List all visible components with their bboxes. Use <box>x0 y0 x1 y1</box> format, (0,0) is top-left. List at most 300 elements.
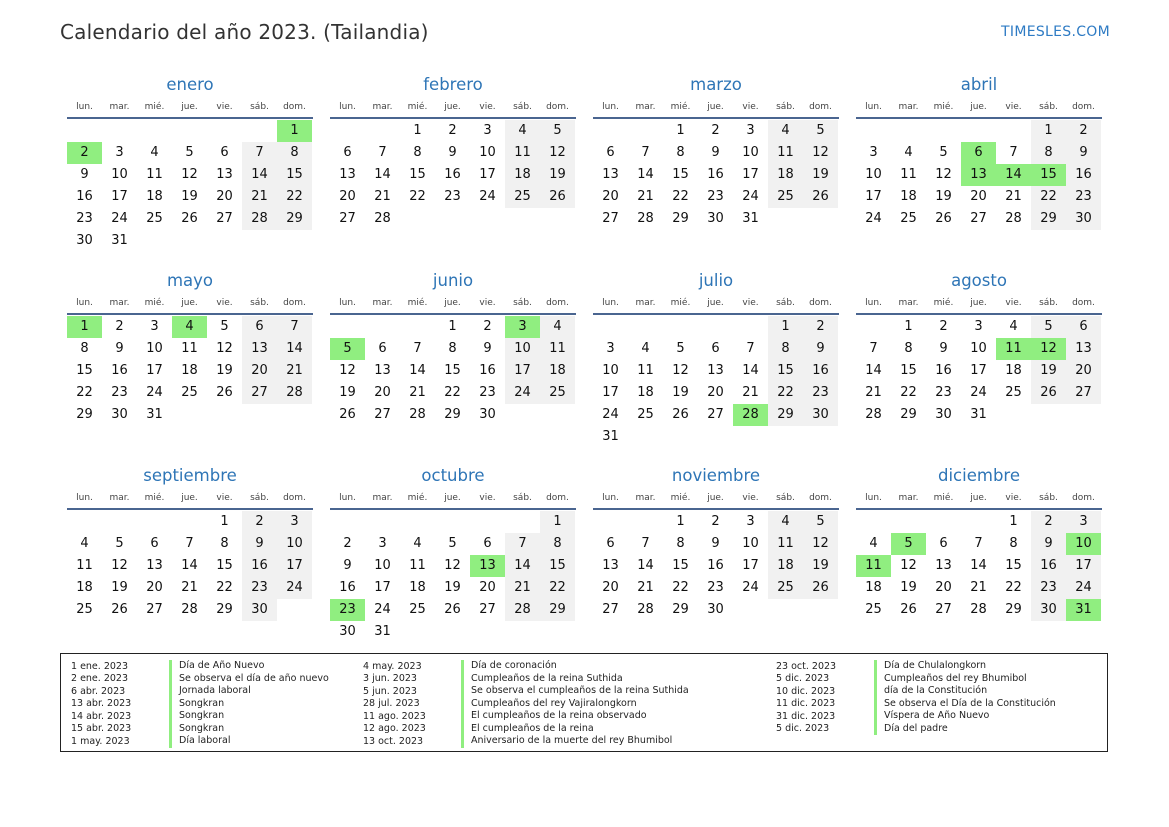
day-cell: 3 <box>869 145 878 160</box>
legend-column <box>776 660 1056 735</box>
legend-column <box>71 660 329 748</box>
weekday-label: mar. <box>898 298 919 308</box>
weekday-label: jue. <box>444 493 461 503</box>
day-cell: 21 <box>505 577 540 599</box>
month-name: diciembre <box>938 466 1020 485</box>
weekday-label: mié. <box>933 493 954 503</box>
legend-row <box>776 660 1056 673</box>
empty-cell <box>172 230 207 252</box>
empty-cell <box>277 404 312 426</box>
day-grid <box>593 316 839 448</box>
weekday-label: sáb. <box>776 493 795 503</box>
weekday-label: jue. <box>181 102 198 112</box>
day-cell: 10 <box>742 536 759 551</box>
day-cell: 22 <box>216 580 233 595</box>
day-cell: 13 <box>470 555 505 577</box>
day-grid <box>856 316 1102 426</box>
day-cell: 28 <box>637 602 654 617</box>
empty-cell <box>207 230 242 252</box>
day-cell: 12 <box>444 558 461 573</box>
day-cell: 6 <box>150 536 159 551</box>
day-cell: 29 <box>1031 208 1066 230</box>
empty-cell <box>1066 404 1101 426</box>
day-cell: 25 <box>900 211 917 226</box>
month-octubre <box>330 464 576 643</box>
day-cell: 23 <box>479 385 496 400</box>
day-cell: 21 <box>970 580 987 595</box>
empty-cell <box>540 208 575 230</box>
day-cell: 26 <box>803 577 838 599</box>
month-febrero <box>330 73 576 230</box>
weekday-label: vie. <box>1005 298 1022 308</box>
day-cell: 18 <box>768 164 803 186</box>
legend-holiday-name: día de la Constitución <box>874 685 987 698</box>
day-cell: 9 <box>1031 533 1066 555</box>
day-cell: 6 <box>242 316 277 338</box>
empty-cell <box>277 599 312 621</box>
day-cell: 27 <box>707 407 724 422</box>
day-cell: 14 <box>970 558 987 573</box>
day-grid <box>330 120 576 230</box>
legend-row <box>71 660 329 673</box>
day-cell: 11 <box>996 338 1031 360</box>
weekday-label: dom. <box>809 493 832 503</box>
day-cell: 13 <box>602 558 619 573</box>
day-grid <box>593 120 839 230</box>
legend-holiday-name: Se observa el día de año nuevo <box>169 673 329 686</box>
day-cell: 15 <box>76 363 93 378</box>
month-enero <box>67 73 313 252</box>
empty-cell <box>330 316 365 338</box>
weekday-label: lun. <box>602 102 619 112</box>
weekday-label: dom. <box>283 493 306 503</box>
empty-cell <box>470 511 505 533</box>
day-cell: 8 <box>220 536 229 551</box>
legend-holiday-name: El cumpleaños de la reina <box>461 723 594 736</box>
weekday-header <box>593 97 839 119</box>
legend-holiday-name: Día de Chulalongkorn <box>874 660 986 673</box>
weekday-label: mar. <box>109 298 130 308</box>
day-cell: 1 <box>540 511 575 533</box>
day-cell: 25 <box>146 211 163 226</box>
day-cell: 4 <box>80 536 89 551</box>
day-cell: 17 <box>742 167 759 182</box>
day-cell: 9 <box>803 338 838 360</box>
day-cell: 20 <box>1066 360 1101 382</box>
day-cell: 21 <box>181 580 198 595</box>
day-cell: 20 <box>479 580 496 595</box>
empty-cell <box>996 404 1031 426</box>
day-cell: 18 <box>768 555 803 577</box>
day-cell: 12 <box>540 142 575 164</box>
empty-cell <box>540 404 575 426</box>
legend-row <box>776 710 1056 723</box>
legend-date: 11 dic. 2023 <box>776 698 836 710</box>
day-cell: 15 <box>540 555 575 577</box>
day-cell: 30 <box>76 233 93 248</box>
day-grid <box>330 316 576 426</box>
day-cell: 18 <box>181 363 198 378</box>
weekday-label: mié. <box>933 298 954 308</box>
day-cell: 19 <box>444 580 461 595</box>
day-cell: 19 <box>181 189 198 204</box>
day-cell: 21 <box>374 189 391 204</box>
day-cell: 7 <box>185 536 194 551</box>
day-grid <box>856 511 1102 621</box>
day-cell: 12 <box>672 363 689 378</box>
brand-link[interactable]: TIMESLES.COM <box>1001 24 1110 40</box>
empty-cell <box>768 208 803 230</box>
day-cell: 6 <box>711 341 720 356</box>
empty-cell <box>242 120 277 142</box>
day-cell: 25 <box>637 407 654 422</box>
day-cell: 17 <box>146 363 163 378</box>
day-cell: 12 <box>111 558 128 573</box>
weekday-label: mié. <box>407 298 428 308</box>
weekday-header <box>856 488 1102 510</box>
day-cell: 11 <box>856 555 891 577</box>
weekday-label: mar. <box>372 493 393 503</box>
day-cell: 10 <box>479 145 496 160</box>
weekday-label: jue. <box>970 298 987 308</box>
day-cell: 22 <box>277 186 312 208</box>
day-cell: 23 <box>330 599 365 621</box>
day-cell: 19 <box>540 164 575 186</box>
day-cell: 4 <box>413 536 422 551</box>
day-cell: 25 <box>865 602 882 617</box>
empty-cell <box>242 230 277 252</box>
day-cell: 9 <box>242 533 277 555</box>
empty-cell <box>102 120 137 142</box>
empty-cell <box>628 511 663 533</box>
weekday-label: sáb. <box>1039 102 1058 112</box>
day-cell: 27 <box>339 211 356 226</box>
day-cell: 15 <box>1031 164 1066 186</box>
day-cell: 17 <box>742 558 759 573</box>
day-cell: 1 <box>448 319 457 334</box>
day-cell: 8 <box>448 341 457 356</box>
empty-cell <box>803 426 838 448</box>
day-cell: 4 <box>768 511 803 533</box>
empty-cell <box>698 316 733 338</box>
day-cell: 4 <box>904 145 913 160</box>
day-cell: 24 <box>505 382 540 404</box>
day-cell: 3 <box>378 536 387 551</box>
empty-cell <box>137 120 172 142</box>
empty-cell <box>663 316 698 338</box>
day-cell: 13 <box>961 164 996 186</box>
day-cell: 1 <box>277 120 312 142</box>
month-name: julio <box>698 271 734 290</box>
day-cell: 20 <box>374 385 391 400</box>
empty-cell <box>207 404 242 426</box>
weekday-label: mié. <box>407 102 428 112</box>
legend-holiday-name: Aniversario de la muerte del rey Bhumibol <box>461 735 672 748</box>
day-cell: 1 <box>1031 120 1066 142</box>
legend-date: 5 dic. 2023 <box>776 673 830 685</box>
empty-cell <box>470 621 505 643</box>
day-cell: 28 <box>181 602 198 617</box>
day-cell: 27 <box>602 602 619 617</box>
empty-cell <box>365 511 400 533</box>
day-cell: 31 <box>374 624 391 639</box>
weekday-label: sáb. <box>250 298 269 308</box>
empty-cell <box>926 511 961 533</box>
empty-cell <box>435 621 470 643</box>
day-cell: 2 <box>115 319 124 334</box>
weekday-label: mié. <box>933 102 954 112</box>
weekday-label: dom. <box>1072 493 1095 503</box>
day-cell: 21 <box>865 385 882 400</box>
day-cell: 6 <box>220 145 229 160</box>
weekday-label: sáb. <box>776 102 795 112</box>
legend-row <box>363 710 689 723</box>
day-cell: 7 <box>869 341 878 356</box>
day-cell: 1 <box>768 316 803 338</box>
legend-row <box>71 723 329 736</box>
legend-date: 13 abr. 2023 <box>71 698 132 710</box>
day-cell: 22 <box>900 385 917 400</box>
day-cell: 3 <box>746 514 755 529</box>
day-cell: 14 <box>181 558 198 573</box>
weekday-header <box>593 488 839 510</box>
day-cell: 25 <box>1005 385 1022 400</box>
legend-date: 10 dic. 2023 <box>776 685 836 697</box>
day-cell: 12 <box>803 533 838 555</box>
weekday-label: lun. <box>865 298 882 308</box>
day-grid <box>593 511 839 621</box>
month-marzo <box>593 73 839 230</box>
day-cell: 14 <box>637 558 654 573</box>
legend-date: 1 may. 2023 <box>71 735 130 747</box>
day-cell: 29 <box>1005 602 1022 617</box>
weekday-label: dom. <box>283 102 306 112</box>
day-cell: 12 <box>803 142 838 164</box>
day-cell: 10 <box>374 558 391 573</box>
month-abril <box>856 73 1102 230</box>
empty-cell <box>733 316 768 338</box>
weekday-label: lun. <box>865 102 882 112</box>
day-cell: 12 <box>900 558 917 573</box>
empty-cell <box>505 511 540 533</box>
day-cell: 20 <box>216 189 233 204</box>
legend-holiday-name: Songkran <box>169 723 224 736</box>
legend-row <box>363 698 689 711</box>
legend-date: 2 ene. 2023 <box>71 673 128 685</box>
day-cell: 10 <box>277 533 312 555</box>
day-cell: 1 <box>67 316 102 338</box>
day-cell: 31 <box>146 407 163 422</box>
day-cell: 28 <box>242 208 277 230</box>
weekday-label: vie. <box>216 102 233 112</box>
day-cell: 1 <box>220 514 229 529</box>
month-diciembre <box>856 464 1102 621</box>
day-cell: 30 <box>707 211 724 226</box>
day-cell: 7 <box>1009 145 1018 160</box>
empty-cell <box>242 404 277 426</box>
day-cell: 16 <box>479 363 496 378</box>
day-cell: 25 <box>768 186 803 208</box>
day-cell: 3 <box>115 145 124 160</box>
day-cell: 17 <box>865 189 882 204</box>
legend-date: 1 ene. 2023 <box>71 660 128 672</box>
day-cell: 26 <box>181 211 198 226</box>
day-cell: 20 <box>970 189 987 204</box>
day-cell: 6 <box>378 341 387 356</box>
weekday-label: vie. <box>1005 102 1022 112</box>
weekday-label: lun. <box>602 493 619 503</box>
day-cell: 11 <box>768 142 803 164</box>
month-name: marzo <box>690 75 742 94</box>
legend-date: 15 abr. 2023 <box>71 723 132 735</box>
weekday-label: mar. <box>372 102 393 112</box>
day-cell: 26 <box>111 602 128 617</box>
month-name: agosto <box>951 271 1007 290</box>
day-grid <box>67 120 313 252</box>
weekday-label: mié. <box>144 102 165 112</box>
legend-date: 12 ago. 2023 <box>363 723 426 735</box>
day-cell: 16 <box>1031 555 1066 577</box>
day-cell: 10 <box>742 145 759 160</box>
day-cell: 22 <box>76 385 93 400</box>
day-cell: 28 <box>1005 211 1022 226</box>
legend-row <box>71 698 329 711</box>
day-cell: 2 <box>1031 511 1066 533</box>
day-cell: 27 <box>602 211 619 226</box>
weekday-label: jue. <box>444 298 461 308</box>
day-cell: 8 <box>80 341 89 356</box>
day-cell: 28 <box>409 407 426 422</box>
empty-cell <box>698 426 733 448</box>
weekday-label: jue. <box>181 298 198 308</box>
day-cell: 6 <box>1066 316 1101 338</box>
holiday-legend <box>60 653 1108 752</box>
weekday-label: mié. <box>144 298 165 308</box>
day-cell: 25 <box>540 382 575 404</box>
day-cell: 26 <box>540 186 575 208</box>
day-cell: 27 <box>1066 382 1101 404</box>
day-cell: 28 <box>970 602 987 617</box>
day-cell: 5 <box>939 145 948 160</box>
day-grid <box>856 120 1102 230</box>
weekday-header <box>67 293 313 315</box>
legend-holiday-name: Se observa el Día de la Constitución <box>874 698 1056 711</box>
day-cell: 20 <box>935 580 952 595</box>
day-cell: 9 <box>711 536 720 551</box>
day-cell: 21 <box>637 189 654 204</box>
day-cell: 23 <box>707 580 724 595</box>
day-cell: 17 <box>1066 555 1101 577</box>
day-cell: 15 <box>409 167 426 182</box>
day-cell: 10 <box>865 167 882 182</box>
day-cell: 30 <box>935 407 952 422</box>
weekday-label: mar. <box>635 298 656 308</box>
day-cell: 25 <box>76 602 93 617</box>
empty-cell <box>102 511 137 533</box>
day-cell: 4 <box>505 120 540 142</box>
month-mayo <box>67 269 313 426</box>
day-cell: 18 <box>900 189 917 204</box>
empty-cell <box>67 120 102 142</box>
day-cell: 5 <box>1031 316 1066 338</box>
day-cell: 7 <box>641 145 650 160</box>
day-cell: 19 <box>935 189 952 204</box>
legend-row <box>363 685 689 698</box>
day-cell: 5 <box>803 120 838 142</box>
legend-date: 23 oct. 2023 <box>776 660 837 672</box>
weekday-label: jue. <box>444 102 461 112</box>
day-cell: 17 <box>111 189 128 204</box>
day-cell: 16 <box>339 580 356 595</box>
day-cell: 27 <box>479 602 496 617</box>
day-cell: 7 <box>378 145 387 160</box>
legend-holiday-name: Jornada laboral <box>169 685 251 698</box>
day-cell: 9 <box>483 341 492 356</box>
day-cell: 10 <box>1066 533 1101 555</box>
legend-date: 4 may. 2023 <box>363 660 422 672</box>
legend-row <box>71 685 329 698</box>
day-cell: 28 <box>637 211 654 226</box>
weekday-label: vie. <box>479 298 496 308</box>
day-cell: 26 <box>900 602 917 617</box>
day-cell: 2 <box>448 123 457 138</box>
empty-cell <box>996 120 1031 142</box>
legend-row <box>71 710 329 723</box>
day-cell: 4 <box>869 536 878 551</box>
day-cell: 15 <box>900 363 917 378</box>
day-cell: 16 <box>707 167 724 182</box>
day-cell: 29 <box>672 602 689 617</box>
legend-date: 5 dic. 2023 <box>776 723 830 735</box>
day-cell: 20 <box>707 385 724 400</box>
day-cell: 21 <box>742 385 759 400</box>
day-cell: 3 <box>505 316 540 338</box>
day-cell: 27 <box>146 602 163 617</box>
day-cell: 26 <box>1031 382 1066 404</box>
weekday-label: dom. <box>546 298 569 308</box>
weekday-header <box>856 97 1102 119</box>
day-cell: 6 <box>939 536 948 551</box>
day-cell: 27 <box>374 407 391 422</box>
day-cell: 18 <box>637 385 654 400</box>
empty-cell <box>733 426 768 448</box>
day-cell: 1 <box>676 123 685 138</box>
weekday-label: lun. <box>339 493 356 503</box>
weekday-label: mar. <box>898 493 919 503</box>
day-cell: 14 <box>242 164 277 186</box>
empty-cell <box>891 120 926 142</box>
day-cell: 2 <box>939 319 948 334</box>
day-cell: 30 <box>111 407 128 422</box>
empty-cell <box>365 120 400 142</box>
day-cell: 9 <box>711 145 720 160</box>
day-cell: 10 <box>505 338 540 360</box>
day-cell: 19 <box>803 164 838 186</box>
legend-row <box>363 723 689 736</box>
day-cell: 23 <box>76 211 93 226</box>
day-cell: 3 <box>277 511 312 533</box>
day-cell: 4 <box>1009 319 1018 334</box>
legend-date: 31 dic. 2023 <box>776 710 836 722</box>
day-cell: 29 <box>540 599 575 621</box>
day-cell: 18 <box>505 164 540 186</box>
day-cell: 16 <box>242 555 277 577</box>
legend-row <box>776 723 1056 736</box>
day-cell: 11 <box>637 363 654 378</box>
day-grid <box>330 511 576 643</box>
empty-cell <box>768 426 803 448</box>
day-cell: 31 <box>970 407 987 422</box>
